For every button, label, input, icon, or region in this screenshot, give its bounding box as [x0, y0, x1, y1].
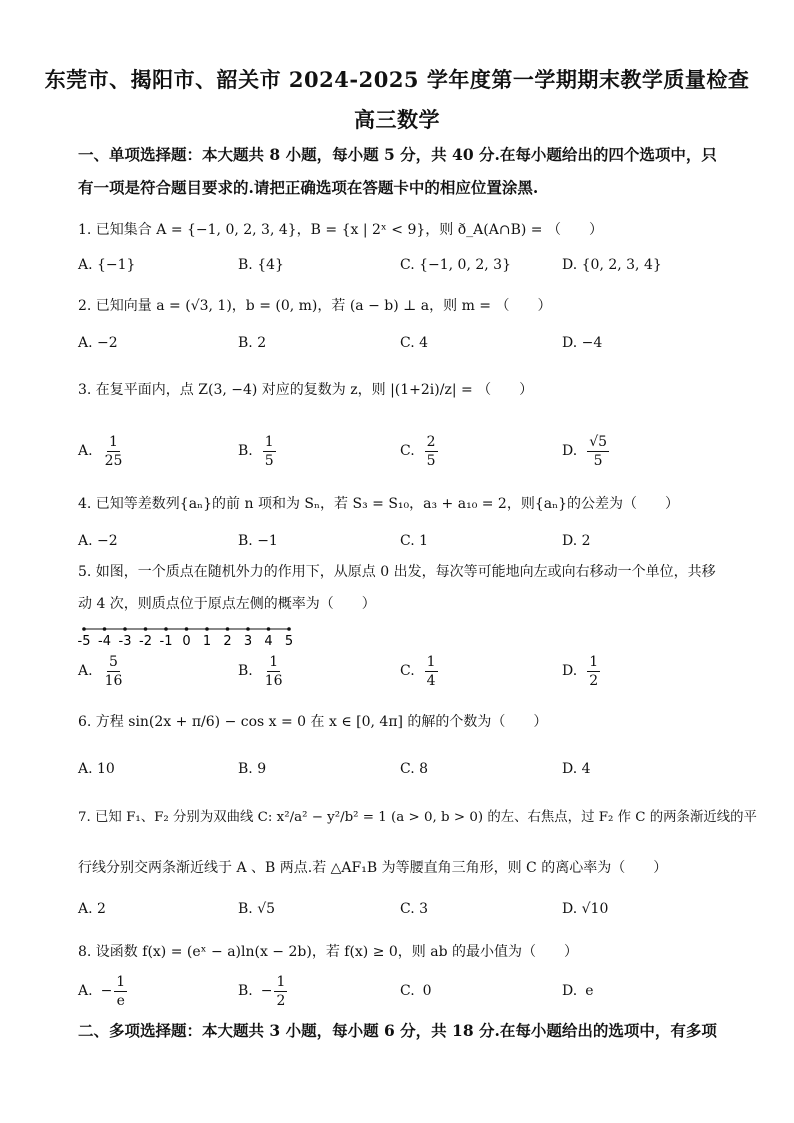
section1-heading-line2: 有一项是符合题目要求的.请把正确选项在答题卡中的相应位置涂黑.	[78, 178, 539, 197]
question-7-options	[78, 894, 718, 924]
option-a: A. − $\frac{1}{e}$	[78, 973, 126, 1009]
option-b: B. $\frac{1}{16}$	[238, 653, 283, 689]
number-line-label: -2	[139, 634, 152, 649]
option-c: C. $\frac{1}{4}$	[400, 653, 436, 689]
option-d: D. 4	[562, 761, 591, 777]
exam-subtitle: 高三数学	[354, 107, 440, 132]
number-line-tick	[185, 627, 189, 631]
option-d: D. √10	[562, 901, 609, 917]
question-7-stem-line1: 7. 已知 F₁、F₂ 分别为双曲线 C: x²/a² − y²/b² = 1 (a > 0, b > 0) 的左、右焦点，过 F₂ 作 C 的两条渐近线的平	[78, 810, 757, 825]
number-line-tick	[246, 627, 250, 631]
option-a: A. {−1}	[78, 257, 136, 273]
option-b: B. $\frac{1}{5}$	[238, 433, 274, 469]
option-d: D. $\frac{√5}{5}$	[562, 433, 608, 469]
option-c: C. 1	[400, 533, 429, 549]
option-c: C. 3	[400, 901, 429, 917]
option-c: C. 4	[400, 335, 429, 351]
question-6-stem: 6. 方程 sin(2x + π/6) − cos x = 0 在 x ∈ [0, 4π] 的解的个数为（ ）	[78, 714, 548, 730]
question-6-options	[78, 754, 718, 784]
option-a: A. −2	[78, 533, 118, 549]
number-line-tick	[103, 627, 107, 631]
option-a: A. $\frac{5}{16}$	[78, 653, 123, 689]
fraction: $\frac{1}{5}$	[264, 433, 274, 469]
question-5-options	[78, 653, 718, 692]
option-b: B. −1	[238, 533, 278, 549]
number-line-tick	[164, 627, 168, 631]
question-2-stem: 2. 已知向量 a = (√3, 1)，b = (0, m)，若 (a − b) ⊥ a，则 m = （ ）	[78, 298, 552, 314]
fraction: $\frac{1}{2}$	[276, 973, 286, 1009]
option-c: C. {−1, 0, 2, 3}	[400, 257, 511, 273]
option-a: A. $\frac{1}{25}$	[78, 433, 123, 469]
number-line-tick	[226, 627, 230, 631]
option-c: C. 8	[400, 761, 429, 777]
question-8-options	[78, 973, 718, 1012]
number-line-tick	[205, 627, 209, 631]
fraction: $\frac{1}{2}$	[589, 653, 599, 689]
number-line-label: 4	[264, 634, 273, 649]
question-4-stem: 4. 已知等差数列{aₙ}的前 n 项和为 Sₙ，若 S₃ = S₁₀，a₃ + a₁₀ = 2，则{aₙ}的公差为（ ）	[78, 496, 680, 512]
question-5-stem-line1: 5. 如图，一个质点在随机外力的作用下，从原点 0 出发，每次等可能地向左或向右移动一个单位，共移	[78, 564, 716, 580]
option-c: C. $\frac{2}{5}$	[400, 433, 436, 469]
section1-heading-line1: 一、单项选择题：本大题共 8 小题，每小题 5 分，共 40 分.在每小题给出的四个选项中，只	[78, 145, 717, 164]
section2-heading-line1: 二、多项选择题：本大题共 3 小题，每小题 6 分，共 18 分.在每小题给出的选项中，有多项	[78, 1021, 717, 1040]
fraction: $\frac{1}{25}$	[104, 433, 123, 469]
question-1-stem: 1. 已知集合 A = {−1, 0, 2, 3, 4}，B = {x | 2ˣ < 9}，则 ð_A(A∩B) = （ ）	[78, 222, 603, 238]
exam-title: 东莞市、揭阳市、韶关市 2024-2025 学年度第一学期期末教学质量检查	[44, 67, 750, 92]
number-line-label: 0	[182, 634, 191, 649]
option-d: D. $\frac{1}{2}$	[562, 653, 599, 689]
number-line-label: -5	[78, 634, 91, 649]
fraction: $\frac{1}{16}$	[264, 653, 283, 689]
option-d: D. e	[562, 983, 594, 999]
option-b: B. {4}	[238, 257, 284, 273]
number-line-label: 5	[284, 634, 294, 649]
question-8-stem: 8. 设函数 f(x) = (eˣ − a)ln(x − 2b)，若 f(x) ≥ 0，则 ab 的最小值为（ ）	[78, 944, 579, 960]
question-7-stem-line2: 行线分别交两条渐近线于 A 、B 两点.若 △AF₁B 为等腰直角三角形，则 C 的离心率为（ ）	[78, 860, 668, 876]
option-d: D. 2	[562, 533, 591, 549]
fraction: $\frac{5}{16}$	[104, 653, 123, 689]
number-line-tick	[287, 627, 291, 631]
number-line-tick	[267, 627, 271, 631]
question-3-stem: 3. 在复平面内，点 Z(3, −4) 对应的复数为 z，则 |(1+2i)/z| = （ ）	[78, 382, 534, 398]
option-b: B. 9	[238, 761, 267, 777]
option-a: A. −2	[78, 335, 118, 351]
option-b: B. 2	[238, 335, 267, 351]
question-1-options	[78, 250, 718, 280]
option-a: A. 2	[78, 901, 106, 917]
number-line-label: -1	[159, 634, 173, 649]
number-line-tick	[123, 627, 127, 631]
number-line-label: -3	[118, 634, 132, 649]
number-line-label: 3	[243, 634, 253, 649]
option-c: C. 0	[400, 983, 432, 999]
fraction: $\frac{√5}{5}$	[589, 433, 608, 469]
number-line-label: 1	[202, 634, 212, 649]
question-2-options	[78, 328, 718, 358]
number-line-label: -4	[98, 634, 111, 649]
option-a: A. 10	[78, 761, 115, 777]
number-line-tick	[144, 627, 148, 631]
number-line-figure	[78, 626, 298, 650]
question-4-options	[78, 526, 718, 556]
fraction: $\frac{2}{5}$	[426, 433, 436, 469]
option-b: B. − $\frac{1}{2}$	[238, 973, 286, 1009]
question-5-stem-line2: 动 4 次，则质点位于原点左侧的概率为（ ）	[78, 596, 376, 612]
option-b: B. √5	[238, 901, 276, 917]
number-line-label: 2	[223, 634, 232, 649]
question-3-options	[78, 433, 718, 472]
fraction: $\frac{1}{4}$	[426, 653, 436, 689]
option-d: D. −4	[562, 335, 603, 351]
number-line-tick	[82, 627, 86, 631]
option-d: D. {0, 2, 3, 4}	[562, 257, 662, 273]
fraction: $\frac{1}{e}$	[116, 973, 126, 1009]
